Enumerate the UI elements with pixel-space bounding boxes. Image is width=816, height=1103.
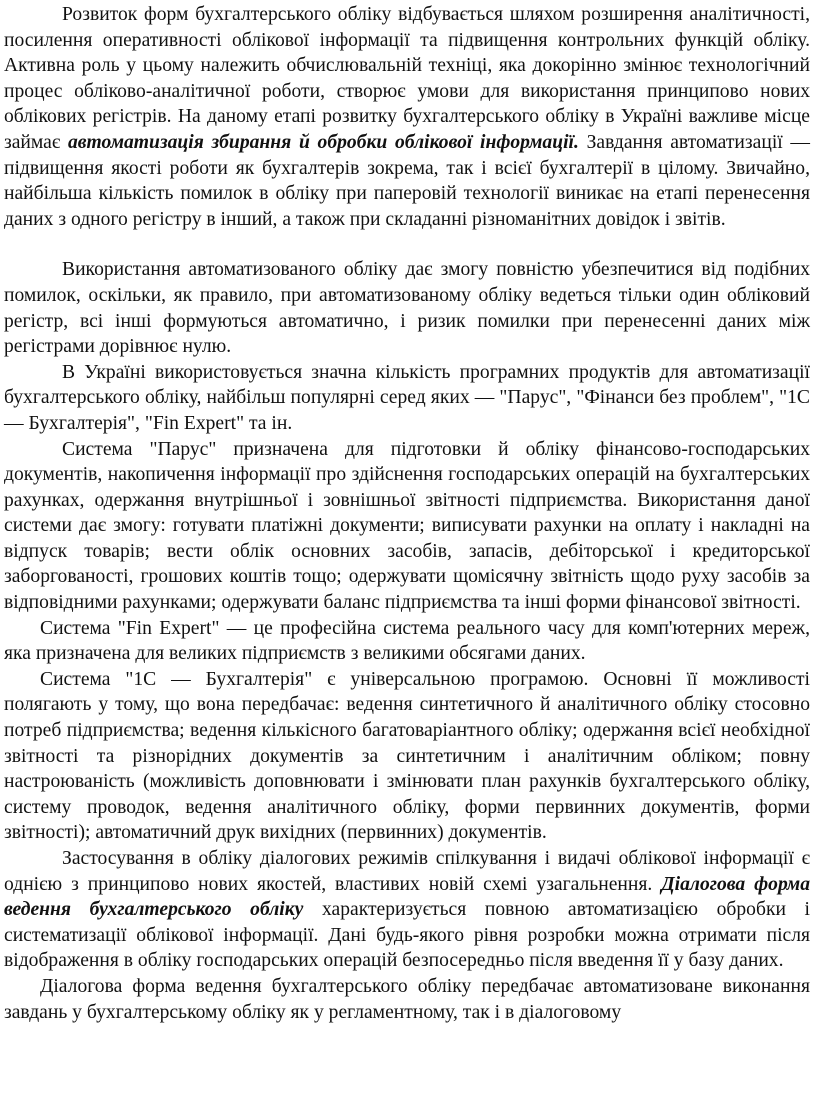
paragraph-1c-system bbox=[4, 667, 810, 846]
paragraph-gap bbox=[4, 232, 810, 257]
emphasis-dialog-form-term: Діалогова форма ведення бухгалтерського обліку bbox=[4, 873, 810, 921]
paragraph-text: Система "Парус" призначена для підготовки й обліку фінансово-господарських документів, накопичення інформації про здійснення господарських операцій на бухгалтерських рахунках, одержання внутрішньої і зовнішньої звітності підприємства. Використання даної системи дає змогу: готувати платіжні документи; виписувати рахунки на оплату і накладні на відпуск товарів; вести облік основних засобів, запасів, дебіторської і кредиторської заборгованості, грошових коштів тощо; одержувати щомісячну звітність щодо руху засобів за відповідними рахунками; одержувати баланс підприємства та інші форми фінансової звітності. bbox=[4, 438, 810, 614]
paragraph-text: характеризується повною автоматизацією обробки і систематизації облікової інформації. Дані будь-якого рівня розробки можна отримати після відображення в обліку господарських операцій безпосередньо після введення її у базу даних. bbox=[4, 899, 810, 972]
paragraph-automated-accounting bbox=[4, 257, 810, 359]
paragraph-fin-expert-system bbox=[4, 616, 810, 667]
emphasis-automation-term: автоматизація збирання й обробки облікової інформації. bbox=[68, 131, 579, 153]
paragraph-automation-intro bbox=[4, 2, 810, 232]
paragraph-text: Застосування в обліку діалогових режимів спілкування і видачі облікової інформації є однією з принципово нових якостей, властивих новій схемі узагальнення. bbox=[4, 848, 810, 895]
paragraph-text: В Україні використовується значна кількість програмних продуктів для автоматизації бухгалтерського обліку, найбільш популярні серед яких — "Парус", "Фінанси без проблем", "1С — Бухгалтерія", "Fin Expert" та ін. bbox=[4, 361, 810, 434]
paragraph-text: Використання автоматизованого обліку дає змогу повністю убезпечитися від подібних помилок, оскільки, як правило, при автоматизованому обліку ведеться тільки один обліковий регістр, всі інші формуються автоматично, і ризик помилки при перенесенні даних між регістрами дорівнює нулю. bbox=[4, 259, 810, 358]
paragraph-software-products bbox=[4, 360, 810, 437]
paragraph-text: Завдання автоматизації — підвищення якості роботи як бухгалтерів зокрема, так і всієї бухгалтерії в цілому. Звичайно, найбільша кількість помилок в обліку при паперовій технології виникає на етапі перенесення даних з одного регістру в інший, а також при складанні різноманітних довідок і звітів. bbox=[4, 131, 810, 230]
paragraph-dialog-form-continued bbox=[4, 974, 810, 1025]
paragraph-text: Діалогова форма ведення бухгалтерського обліку передбачає автоматизоване виконання завдань у бухгалтерському обліку як у регламентному, так і в діалоговому bbox=[4, 975, 810, 1023]
paragraph-parus-system bbox=[4, 437, 810, 616]
paragraph-text: Система "Fin Expert" — це професійна система реального часу для комп'ютерних мереж, яка призначена для великих підприємств з великими обсягами даних. bbox=[4, 617, 810, 665]
paragraph-text: Система "1С — Бухгалтерія" є універсальною програмою. Основні її можливості полягають у тому, що вона передбачає: ведення синтетичного й аналітичного обліку стосовно потреб підприємства; ведення кількісного багатоваріантного обліку; одержання всієї необхідної звітності та різнорідних документів за синтетичним і аналітичним обліком; повну настроюваність (можливість доповнювати і змінювати план рахунків бухгалтерського обліку, систему проводок, ведення аналітичного обліку, форми первинних документів, форми звітності); автоматичний друк вихідних (первинних) документів. bbox=[4, 668, 810, 844]
paragraph-text: Розвиток форм бухгалтерського обліку відбувається шляхом розширення аналітичності, посилення оперативності облікової інформації та підвищення контрольних функцій обліку. Активна роль у цьому належить обчислювальній техніці, яка докорінно змінює технологічний процес обліково-аналітичної роботи, створює умови для використання принципово нових облікових регістрів. На даному етапі розвитку бухгалтерського обліку в Україні важливе місце займає bbox=[4, 4, 810, 153]
paragraph-dialog-modes bbox=[4, 846, 810, 974]
